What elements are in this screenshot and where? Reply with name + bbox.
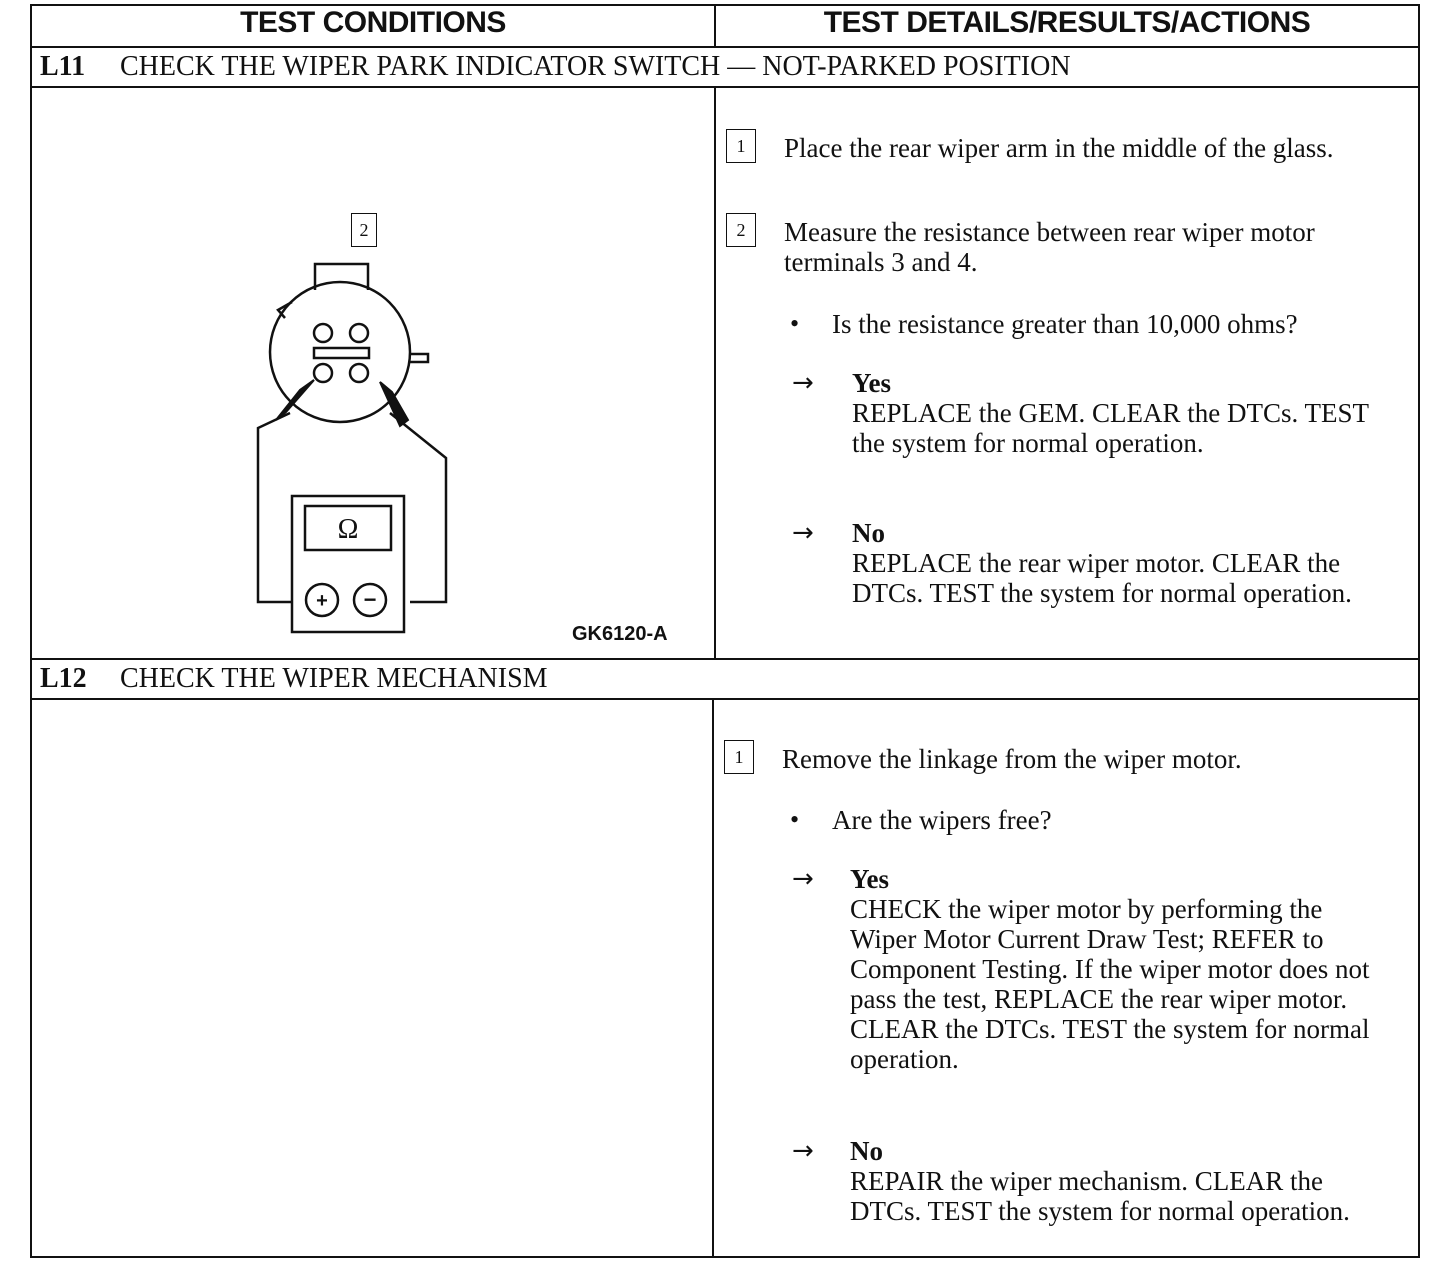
l12-yes-block xyxy=(850,864,1395,1074)
l12-title: CHECK THE WIPER MECHANISM xyxy=(120,663,548,694)
l11-no-arrow: → xyxy=(792,518,814,548)
l11-title: CHECK THE WIPER PARK INDICATOR SWITCH — NOT-PARKED POSITION xyxy=(120,51,1071,82)
figure-code: GK6120-A xyxy=(572,623,668,645)
l12-code: L12 xyxy=(40,663,87,694)
l11-yes-text: REPLACE the GEM. CLEAR the DTCs. TEST the system for normal operation. xyxy=(852,398,1369,458)
l11-title-divider xyxy=(30,86,1420,88)
table-border-bottom xyxy=(30,1256,1420,1258)
header-test-details: TEST DETAILS/RESULTS/ACTIONS xyxy=(823,6,1311,39)
column-divider-l11 xyxy=(714,86,716,660)
figure-step-marker: 2 xyxy=(351,213,377,247)
l12-step-1-text: Remove the linkage from the wiper motor. xyxy=(782,744,1242,774)
l12-no-block xyxy=(850,1136,1395,1226)
table-border-left xyxy=(30,4,32,1258)
column-divider-l12 xyxy=(712,698,714,1258)
l11-no-label: No xyxy=(852,518,885,548)
wiper-motor-connector-diagram xyxy=(240,250,470,640)
l11-step-1-text: Place the rear wiper arm in the middle of the glass. xyxy=(784,133,1334,163)
l11-step-2-text: Measure the resistance between rear wiper motor terminals 3 and 4. xyxy=(784,217,1315,277)
l11-section-title xyxy=(40,51,1071,83)
l12-no-text: REPAIR the wiper mechanism. CLEAR the DTCs. TEST the system for normal operation. xyxy=(850,1166,1350,1226)
header-divider xyxy=(30,46,1420,48)
l12-yes-arrow: → xyxy=(792,864,814,894)
l12-yes-text: CHECK the wiper motor by performing the Wiper Motor Current Draw Test; REFER to Component Testing. If the wiper motor does not pass the test, REPLACE the rear wiper motor. CLEAR the DTCs. TEST the system for normal operation. xyxy=(850,894,1370,1074)
l11-question-text: Is the resistance greater than 10,000 ohms? xyxy=(832,309,1298,339)
l12-title-divider xyxy=(30,698,1420,700)
l11-step-2-marker: 2 xyxy=(726,213,756,247)
l11-code: L11 xyxy=(40,51,86,82)
l11-yes-label: Yes xyxy=(852,368,891,398)
l12-question-text: Are the wipers free? xyxy=(832,805,1052,835)
l12-no-arrow: → xyxy=(792,1136,814,1166)
l12-step-1-marker: 1 xyxy=(724,740,754,774)
l11-question-bullet: • xyxy=(790,309,800,338)
meter-minus-label: − xyxy=(363,587,377,612)
l12-top-divider xyxy=(30,658,1420,660)
header-test-conditions: TEST CONDITIONS xyxy=(240,6,506,39)
l11-step-1-marker: 1 xyxy=(726,129,756,163)
l12-yes-label: Yes xyxy=(850,864,889,894)
meter-plus-label: + xyxy=(316,590,328,612)
l11-no-text: REPLACE the rear wiper motor. CLEAR the DTCs. TEST the system for normal operation. xyxy=(852,548,1352,608)
l12-section-title xyxy=(40,663,548,695)
ohm-symbol: Ω xyxy=(337,514,359,545)
table-border-right xyxy=(1418,4,1420,1258)
l11-no-block xyxy=(852,518,1412,608)
l11-yes-arrow: → xyxy=(792,368,814,398)
l12-no-label: No xyxy=(850,1136,883,1166)
l11-yes-block xyxy=(852,368,1372,458)
l12-question-bullet: • xyxy=(790,805,800,834)
